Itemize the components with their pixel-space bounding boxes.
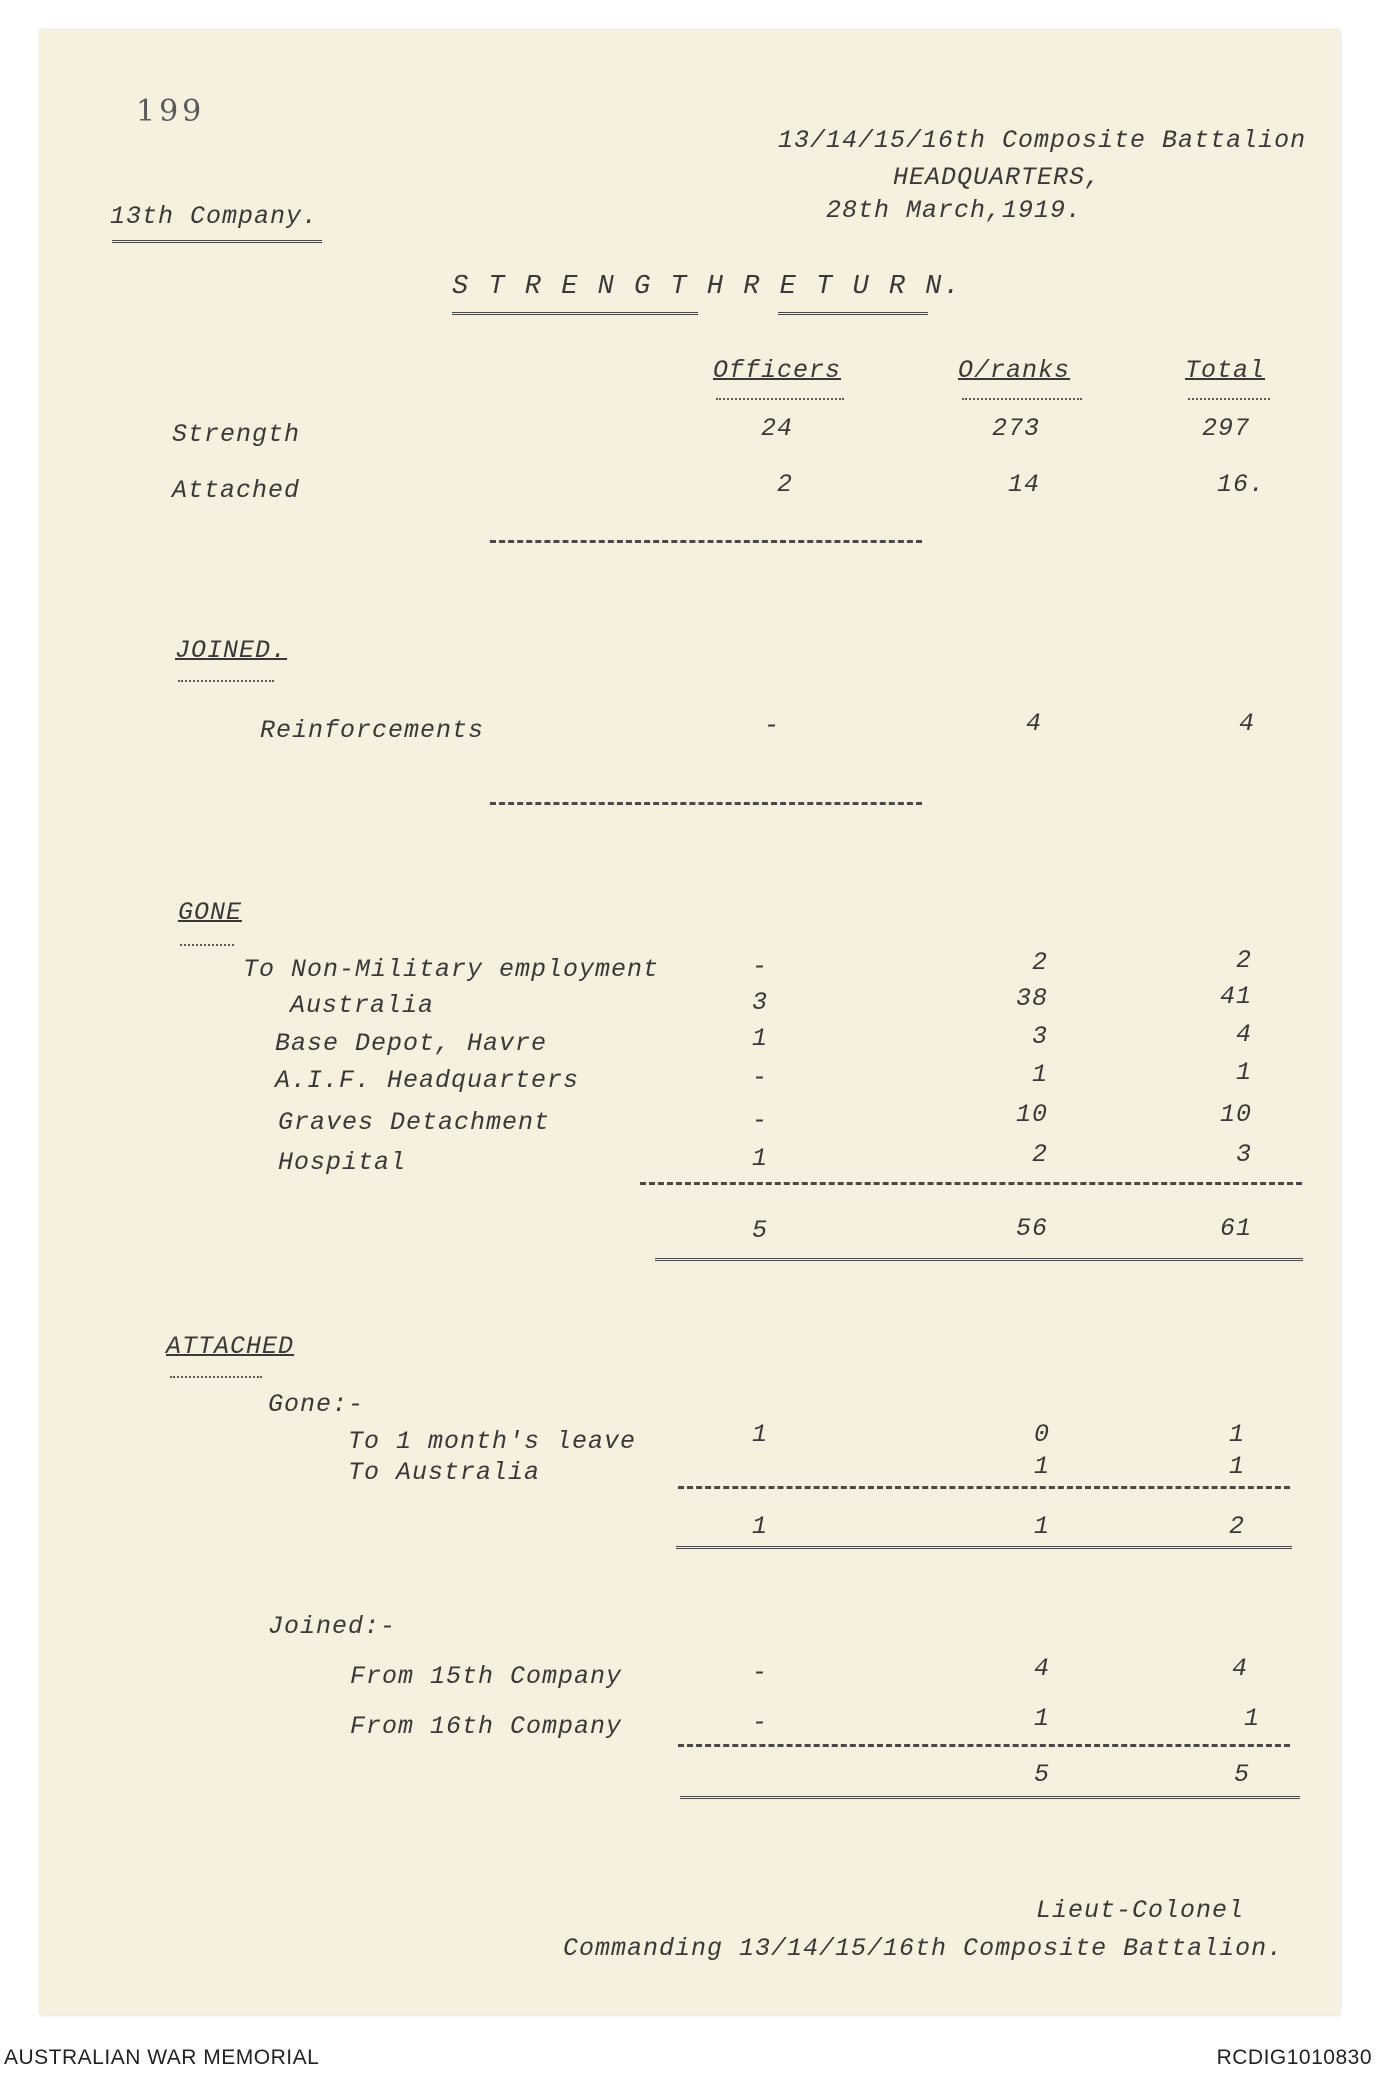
gone-dots [180,944,234,946]
attached-gone-row-oranks: 0 [1033,1420,1050,1449]
attached-joined-row-label: From 16th Company [350,1712,623,1741]
gone-row-officers: 3 [751,988,768,1017]
joined-heading: JOINED. [175,636,288,665]
gone-row-total: 1 [1235,1058,1252,1087]
footer-archive-name: AUSTRALIAN WAR MEMORIAL [4,2046,320,2069]
attached-joined-label: Joined:- [268,1612,397,1641]
strength-oranks: 273 [991,414,1040,443]
signature-title: Commanding 13/14/15/16th Composite Battalion. [563,1934,1284,1963]
page-number: 199 [136,94,206,129]
gone-row-officers: 1 [751,1024,768,1053]
column-officers: Officers [713,356,842,385]
attached-gone-row-total: 1 [1228,1452,1245,1481]
gone-total-underline [655,1258,1303,1269]
attached-gone-subtotal-line [678,1486,1290,1489]
attached-joined-row-oranks: 1 [1033,1704,1050,1733]
gone-row-oranks: 38 [1015,984,1048,1013]
joined-dots [178,680,274,682]
attached-joined-row-label: From 15th Company [350,1662,623,1691]
attached-joined-row-total: 1 [1243,1704,1260,1733]
attached-gone-total-oranks: 1 [1033,1512,1050,1541]
gone-row-oranks: 10 [1015,1100,1048,1129]
attached-gone-row-label: To 1 month's leave [348,1427,637,1456]
gone-row-label: Hospital [278,1148,407,1177]
gone-total-officers: 5 [751,1216,768,1245]
attached-joined-row-total: 4 [1231,1654,1248,1683]
attached-joined-row-officers: - [751,1658,768,1687]
attached-oranks: 14 [1007,470,1040,499]
gone-row-oranks: 1 [1031,1060,1048,1089]
gone-row-officers: 1 [751,1144,768,1173]
gone-row-oranks: 2 [1031,1140,1048,1169]
battalion-name: 13/14/15/16th Composite Battalion [778,126,1307,155]
separator-2 [490,802,922,805]
gone-row-oranks: 3 [1031,1022,1048,1051]
attached-joined-total-oranks: 5 [1033,1760,1050,1789]
company-underline [112,240,322,251]
gone-total-oranks: 56 [1015,1214,1048,1243]
total-dots [1188,398,1270,400]
attached-gone-total-officers: 1 [751,1512,768,1541]
attached-joined-row-officers: - [751,1708,768,1737]
title-underline-2 [778,312,928,323]
document-title: S T R E N G T H R E T U R N. [452,272,962,302]
gone-row-total: 41 [1219,982,1252,1011]
title-underline-1 [452,312,698,323]
company-name: 13th Company. [110,202,319,231]
attached-heading: ATTACHED [166,1332,295,1361]
gone-row-officers: - [751,952,768,981]
reinforcements-total: 4 [1238,709,1255,738]
attached-joined-total-total: 5 [1233,1760,1250,1789]
gone-row-oranks: 2 [1031,948,1048,977]
gone-row-total: 10 [1219,1100,1252,1129]
column-oranks: O/ranks [958,356,1071,385]
attached-gone-row-total: 1 [1228,1420,1245,1449]
gone-row-total: 3 [1235,1140,1252,1169]
attached-gone-total-total: 2 [1228,1512,1245,1541]
officers-dots [716,398,844,400]
gone-row-label: Australia [290,991,435,1020]
attached-total: 16. [1216,470,1265,499]
attached-gone-label: Gone:- [268,1390,365,1419]
attached-joined-total-underline [680,1796,1300,1807]
headquarters-label: HEADQUARTERS, [893,163,1102,192]
attached-label: Attached [172,476,301,505]
signature-rank: Lieut-Colonel [1036,1896,1245,1925]
attached-joined-subtotal-line [678,1744,1290,1747]
footer-record-id: RCDIG1010830 [1216,2046,1372,2069]
attached-gone-row-label: To Australia [348,1458,541,1487]
gone-row-total: 4 [1235,1020,1252,1049]
reinforcements-oranks: 4 [1025,709,1042,738]
gone-row-label: Graves Detachment [278,1108,551,1137]
attached-gone-row-officers: 1 [751,1420,768,1449]
gone-row-label: Base Depot, Havre [275,1029,548,1058]
gone-heading: GONE [178,898,243,927]
attached-gone-row-oranks: 1 [1033,1452,1050,1481]
oranks-dots [962,398,1082,400]
gone-row-total: 2 [1235,946,1252,975]
strength-total: 297 [1201,414,1250,443]
gone-row-label: To Non-Military employment [243,955,660,984]
separator-1 [490,540,922,543]
reinforcements-label: Reinforcements [260,716,485,745]
reinforcements-officers: - [763,711,780,740]
column-total: Total [1185,356,1266,385]
strength-label: Strength [172,420,301,449]
gone-subtotal-line [640,1182,1302,1185]
document-date: 28th March,1919. [826,196,1083,225]
gone-row-officers: - [751,1106,768,1135]
gone-total-total: 61 [1219,1214,1252,1243]
attached-officers: 2 [776,470,793,499]
attached-joined-row-oranks: 4 [1033,1654,1050,1683]
gone-row-label: A.I.F. Headquarters [275,1066,580,1095]
gone-row-officers: - [751,1063,768,1092]
attached-gone-total-underline [676,1546,1292,1557]
strength-officers: 24 [760,414,793,443]
attached-dots [170,1376,262,1378]
